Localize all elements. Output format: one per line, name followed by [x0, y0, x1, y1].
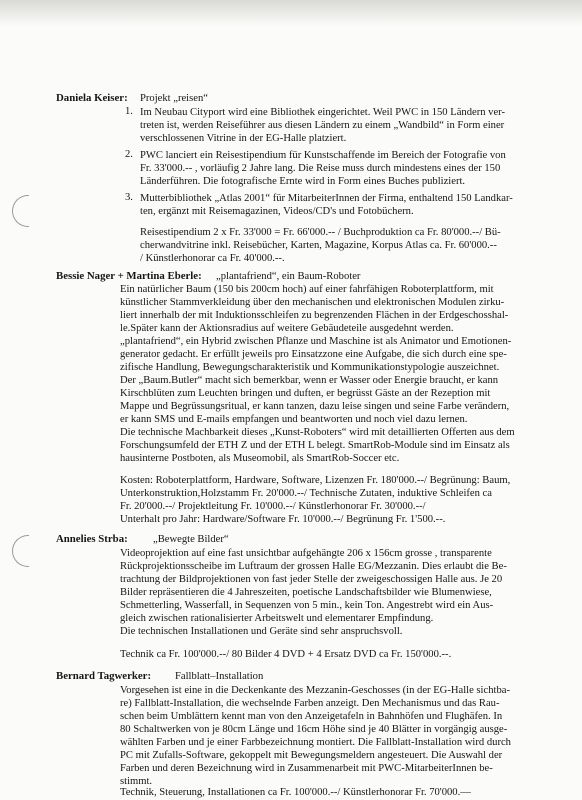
cost-line: Kosten: Roboterplattform, Hardware, Software, Lizenzen Fr. 180'000.--/ Begrünung: Baum,	[120, 475, 511, 486]
body-line: Rückprojektionsscheibe im Luftraum der grossen Halle EG/Mezzanin. Dies erlaubt die Be-	[120, 561, 507, 572]
artist-name: Daniela Keiser:	[56, 92, 128, 104]
item-text-line: Fr. 33'000.-- , vorläufig 2 Jahre lang. Die Reise muss durch mindestens eines der 150	[140, 163, 501, 174]
body-line: liert innerhalb der mit Induktionsschleifen zu begrenzenden Flächen in der Erdgeschosshal-	[120, 310, 509, 321]
body-line: PC mit Zufalls-Software, gekoppelt mit Bewegungsmeldern angesteuert. Die Auswahl der	[120, 750, 503, 761]
body-line: künstlicher Stammverkleidung über den mechanischen und elektronischen Modulen zirku-	[120, 297, 505, 308]
cost-line: Unterhalt pro Jahr: Hardware/Software Fr. 10'000.--/ Begrünung Fr. 1'500.--.	[120, 514, 446, 525]
project-title: „Bewegte Bilder“	[153, 534, 229, 545]
item-number: 3.	[125, 192, 133, 203]
artist-name: Bessie Nager + Martina Eberle:	[56, 270, 202, 282]
body-line: re) Fallblatt-Installation, die wechselnde Farben anzeigt. Den Mechanismus und das Rau-	[120, 698, 500, 709]
cost-line: Unterkonstruktion,Holzstamm Fr. 20'000.--/ Technische Zutaten, induktive Schleifen ca	[120, 488, 492, 499]
body-line: le.Später kann der Aktionsradius auf weitere Gebäudeteile ausgedehnt werden.	[120, 323, 454, 334]
artist-name: Bernard Tagwerker:	[56, 670, 152, 682]
body-line: Mappe und Begrüssungsritual, er kann tanzen, dazu leise singen und seine Farbe verändern,	[120, 401, 510, 412]
item-text-line: PWC lanciert ein Reisestipendium für Kunstschaffende im Bereich der Fotografie von	[140, 150, 506, 161]
project-title: „plantafriend“, ein Baum-Roboter	[216, 271, 361, 282]
cost-line: / Künstlerhonorar ca Fr. 40'000.--.	[140, 253, 285, 264]
body-line: wählten Farben und je einer Farbbezeichnung montiert. Die Fallblatt-Installation wird durch	[120, 737, 511, 748]
body-line: Die technischen Installationen und Geräte sind sehr anspruchsvoll.	[120, 626, 403, 637]
body-line: Kirschblüten zum Leuchten bringen und duften, er begrüsst Gäste an der Rezeption mit	[120, 388, 491, 399]
item-text-line: Mutterbibliothek „Atlas 2001“ für MitarbeiterInnen der Firma, enthaltend 150 Landkar-	[140, 193, 513, 204]
body-line: Farben und deren Bezeichnung wird in Zusammenarbeit mit PWC-MitarbeiterInnen be-	[120, 763, 493, 774]
item-number: 1.	[125, 106, 133, 117]
body-line: Ein natürlicher Baum (150 bis 200cm hoch) auf einer fahrfähigen Roboterplattform, mit	[120, 284, 494, 295]
body-line: Forschungsumfeld der ETH Z und der ETH L belegt. SmartRob-Module sind im Einsatz als	[120, 440, 510, 451]
body-line: zifische Handlung, Bewegungscharakteristik und Kommunikationstypologie auszeichnet.	[120, 362, 500, 373]
body-line: stimmt.	[120, 776, 153, 787]
body-line: Bilder repräsentieren die 4 Jahreszeiten, poetische Landschaftsbilder wie Blumenwiese,	[120, 587, 492, 598]
item-text-line: Im Neubau Cityport wird eine Bibliothek eingerichtet. Weil PWC in 150 Ländern ver-	[140, 107, 506, 118]
project-title: Fallblatt–Installation	[175, 671, 264, 682]
cost-line: Reisestipendium 2 x Fr. 33'000 = Fr. 66'000.-- / Buchproduktion ca Fr. 80'000.--/ Bü-	[140, 227, 501, 238]
punch-hole-mark	[12, 535, 29, 567]
item-text-line: treten ist, werden Reiseführer aus diesen Ländern zu einem „Wandbild“ in Form einer	[140, 120, 505, 131]
scan-top-edge	[0, 0, 582, 26]
body-line: hausinterne Postboten, als Museomobil, als SmartRob-Soccer etc.	[120, 453, 400, 464]
body-line: Videoprojektion auf eine fast unsichtbar aufgehängte 206 x 156cm grosse , transparente	[120, 548, 492, 559]
body-line: generator gedacht. Er erfüllt jeweils pro Einsatzzone eine Aufgabe, die sich durch eine spe-	[120, 349, 507, 360]
body-line: 80 Schaltwerken von je 80cm Länge und 16cm Höhe sind je 40 Blätter in vorgängig ausge-	[120, 724, 508, 735]
body-line: gleich zwischen rationalisierter Arbeitswelt und elementarer Empfindung.	[120, 613, 434, 624]
cost-line: cherwandvitrine inkl. Reisebücher, Karten, Magazine, Korpus Atlas ca. Fr. 60'000.--	[140, 240, 497, 251]
cost-line: Fr. 20'000.--/ Projektleitung Fr. 10'000.--/ Künstlerhonorar Fr. 30'000.--/	[120, 501, 426, 512]
punch-hole-mark	[12, 195, 29, 227]
body-line: Der „Baum.Butler“ macht sich bemerkbar, wenn er Wasser oder Energie braucht, er kann	[120, 375, 499, 386]
body-line: schen beim Umblättern kennt man von den Anzeigetafeln in Bahnhöfen und Flughäfen. In	[120, 711, 503, 722]
body-line: Die technische Machbarkeit dieses „Kunst-Roboters“ wird mit detaillierten Offerten aus dem	[120, 427, 515, 438]
project-title: Projekt „reisen“	[140, 93, 208, 104]
artist-name: Annelies Strba:	[56, 533, 128, 545]
item-text-line: ten, ergänzt mit Reisemagazinen, Videos/CD's und Fotobüchern.	[140, 206, 414, 217]
body-line: Schmetterling, Wasserfall, in Sequenzen von 5 min., kein Ton. Angestrebt wird ein Aus-	[120, 600, 494, 611]
body-line: trachtung der Bildprojektionen von fast jeder Stelle der zweigeschossigen Halle aus. Je 20	[120, 574, 503, 585]
cost-line: Technik, Steuerung, Installationen ca Fr. 100'000.--/ Künstlerhonorar Fr. 70'000.—	[120, 787, 471, 798]
item-number: 2.	[125, 149, 133, 160]
item-text-line: verschlossenen Vitrine in der EG-Halle platziert.	[140, 133, 347, 144]
body-line: er kann SMS und E-mails empfangen und beantworten und noch viel dazu lernen.	[120, 414, 468, 425]
item-text-line: Länderführen. Die fotografische Ernte wird in Form eines Buches publiziert.	[140, 176, 466, 187]
body-line: „plantafriend“, ein Hybrid zwischen Pflanze und Maschine ist als Animator und Emotionen-	[120, 336, 512, 347]
cost-line: Technik ca Fr. 100'000.--/ 80 Bilder 4 DVD + 4 Ersatz DVD ca Fr. 150'000.--.	[120, 649, 452, 660]
body-line: Vorgesehen ist eine in die Deckenkante des Mezzanin-Geschosses (in der EG-Halle sichtba-	[120, 685, 510, 696]
